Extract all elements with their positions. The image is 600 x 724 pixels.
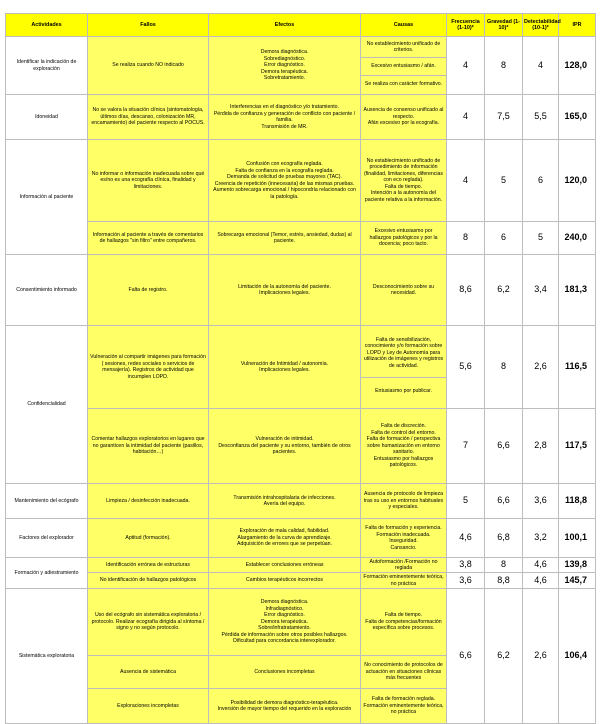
failure-cell: Falta de registro. xyxy=(88,255,209,326)
table-row xyxy=(6,558,596,573)
frequency-cell: 4,6 xyxy=(447,519,485,558)
detectability-cell: 4 xyxy=(523,37,559,95)
header-row xyxy=(6,14,596,37)
failure-cell: Ausencia de sistemática xyxy=(88,656,209,689)
cause-item: Afán excesivo por la ecografía. xyxy=(367,120,440,127)
cause-item: Se realiza con carácter formativo. xyxy=(364,81,443,88)
effects-cell xyxy=(209,689,361,724)
effect-item: Avería del equipo. xyxy=(263,501,306,507)
failure-cell: No informar o información inadecuada sobre qué es/no es una ecografía clínica, finalidad y limitaciones. xyxy=(88,140,209,222)
header-activities: Actividades xyxy=(6,14,88,37)
severity-cell: 8 xyxy=(485,558,523,573)
header-ipr: IPR xyxy=(559,14,596,37)
cause-item: Falta de tiempo. xyxy=(384,183,423,190)
effects-cell xyxy=(209,558,361,573)
cause-item: Excesivo entusiasmo / afán. xyxy=(361,58,446,76)
cause-item: Intención a la autonomía del paciente relativa a la información. xyxy=(364,190,443,203)
cause-item: Falta de formación reglada. xyxy=(371,696,436,703)
detectability-cell: 3,6 xyxy=(523,484,559,519)
severity-cell: 6 xyxy=(485,222,523,255)
failure-cell: Aptitud (formación). xyxy=(88,519,209,558)
severity-cell: 5 xyxy=(485,140,523,222)
severity-cell: 8 xyxy=(485,37,523,95)
failure-cell: Información al paciente a través de comentarios de hallazgos "sin filtro" entre compañeros. xyxy=(88,222,209,255)
table-row xyxy=(6,519,596,558)
effect-item: Sobretratamiento. xyxy=(263,75,306,82)
ipr-cell: 240,0 xyxy=(559,222,596,255)
table-row xyxy=(6,573,596,589)
effect-item: Demanda de solicitud de pruebas mayores (TAC). xyxy=(227,174,342,180)
severity-cell: 6,2 xyxy=(485,255,523,326)
causes-cell xyxy=(361,656,447,689)
failure-cell: No identificación de hallazgos patológicos xyxy=(88,573,209,589)
fmea-table-container xyxy=(5,13,595,724)
effect-item: Sobre/infratratamiento. xyxy=(258,625,311,632)
detectability-cell: 2,8 xyxy=(523,409,559,484)
cause-item: Falta de formación y experiencia. xyxy=(365,525,442,531)
table-row xyxy=(6,326,596,409)
cause-item: Excesivo entusiasmo por hallazgos patológicos y por la docencia; poco tacto. xyxy=(369,228,438,248)
cause-item: Cansancio. xyxy=(390,544,417,551)
severity-cell: 8,8 xyxy=(485,573,523,589)
activity-cell: Sistemática exploratoria xyxy=(6,589,88,724)
effect-item: Infradiagnóstico. xyxy=(265,605,304,612)
effect-item: Desconfianza del paciente y su entorno, también de otros pacientes. xyxy=(218,442,351,456)
causes-cell xyxy=(361,689,447,724)
failure-cell: Limpieza / desinfección inadecuada. xyxy=(88,484,209,519)
effect-item: Creencia de repetición (innecesaria) de las mismas pruebas. xyxy=(214,180,355,187)
severity-cell: 8 xyxy=(485,326,523,409)
effect-item: Error diagnóstico. xyxy=(264,612,305,619)
cause-item: Desconocimiento sobre su necesidad. xyxy=(372,283,435,296)
causes-cell xyxy=(361,484,447,519)
detectability-cell: 2,6 xyxy=(523,589,559,724)
cause-item: Ausencia de consenso unificado al respecto. xyxy=(363,107,444,120)
causes-cell xyxy=(361,519,447,558)
causes-cell xyxy=(361,140,447,222)
frequency-cell: 8,6 xyxy=(447,255,485,326)
causes-cell xyxy=(361,589,447,656)
activity-cell: Consentimiento informado xyxy=(6,255,88,326)
effects-cell xyxy=(209,409,361,484)
detectability-cell: 5,5 xyxy=(523,95,559,140)
frequency-cell: 5,6 xyxy=(447,326,485,409)
severity-cell: 7,5 xyxy=(485,95,523,140)
effects-cell xyxy=(209,95,361,140)
table-body xyxy=(6,37,596,724)
effect-item: Interferencias en el diagnóstico y/o tratamiento. xyxy=(230,104,339,110)
ipr-cell: 139,8 xyxy=(559,558,596,573)
cause-item: Falta de sensibilización, conocimiento y/o formación sobre LOPD y Ley de Autonomía para utilización de imágenes y registros de actividad. xyxy=(361,330,446,378)
cause-item: Formación eminentemente teórica, no práctica xyxy=(363,574,444,587)
ipr-cell: 128,0 xyxy=(559,37,596,95)
cause-item: No establecimiento unificado de procedimiento de información (finalidad, limitaciones, diferencias con eco reglada). xyxy=(363,157,443,184)
effect-item: Cambios terapéuticos incorrectos xyxy=(246,577,323,584)
table-row xyxy=(6,409,596,484)
effects-cell xyxy=(209,326,361,409)
header-detectability: Detectabilidad (10-1)* xyxy=(523,14,559,37)
effects-cell xyxy=(209,573,361,589)
effect-item: Posibilidad de demora diagnóstico-terapéutica. xyxy=(230,699,339,706)
cause-item: Formación eminentemente teórica, no práctica xyxy=(363,702,444,716)
detectability-cell: 3,2 xyxy=(523,519,559,558)
header-frequency: Frecuencia (1-10)* xyxy=(447,14,485,37)
effect-item: Pérdida de confianza y generación de conflicto con paciente / familia. xyxy=(213,110,356,123)
header-effects: Efectos xyxy=(209,14,361,37)
activity-cell: Mantenimiento del ecógrafo xyxy=(6,484,88,519)
failure-cell: Se realiza cuando NO indicado xyxy=(88,37,209,95)
effect-item: Demora diagnóstica. xyxy=(260,49,309,56)
failure-cell: Uso del ecógrafo sin sistemática exploratoria / protocolo. Realizar ecografía dirigida al síntoma / signo y no según protocolo. xyxy=(88,589,209,656)
causes-cell xyxy=(361,37,447,95)
effect-item: Demora terapéutica. xyxy=(261,618,308,625)
cause-item: Autoformación /Formación no reglada xyxy=(369,558,438,571)
frequency-cell: 5 xyxy=(447,484,485,519)
table-row xyxy=(6,37,596,95)
detectability-cell: 2,6 xyxy=(523,326,559,409)
effects-cell xyxy=(209,255,361,326)
effect-item: Error diagnóstico. xyxy=(264,62,305,69)
table-row xyxy=(6,95,596,140)
detectability-cell: 3,4 xyxy=(523,255,559,326)
frequency-cell: 8 xyxy=(447,222,485,255)
ipr-cell: 165,0 xyxy=(559,95,596,140)
cause-item: No conocimiento de protocolos de actuación en situaciones clínicas más frecuentes xyxy=(364,662,443,682)
frequency-cell: 6,6 xyxy=(447,589,485,724)
effect-item: Confusión con ecografía reglada. xyxy=(246,161,323,167)
effects-cell xyxy=(209,589,361,656)
ipr-cell: 116,5 xyxy=(559,326,596,409)
table-header xyxy=(6,14,596,37)
detectability-cell: 4,6 xyxy=(523,558,559,573)
effect-item: Vulneración de intimidad. xyxy=(255,436,314,443)
cause-item: Falta de tiempo. xyxy=(384,612,423,619)
effect-item: Transmisión de MR. xyxy=(261,123,308,130)
severity-cell: 6,8 xyxy=(485,519,523,558)
severity-cell: 6,6 xyxy=(485,484,523,519)
header-failures: Fallos xyxy=(88,14,209,37)
ipr-cell: 145,7 xyxy=(559,573,596,589)
causes-cell xyxy=(361,222,447,255)
effect-item: Exploración de mala calidad, fiabilidad. xyxy=(239,528,330,535)
effect-item: Conclusiones incompletas xyxy=(254,668,315,675)
causes-cell xyxy=(361,95,447,140)
detectability-cell: 4,6 xyxy=(523,573,559,589)
cause-item: Inseguridad. xyxy=(389,538,418,544)
activity-cell: Confidencialidad xyxy=(6,326,88,484)
effects-cell xyxy=(209,222,361,255)
causes-cell xyxy=(361,573,447,589)
cause-item: Falta de control del entorno. xyxy=(371,429,436,436)
frequency-cell: 3,6 xyxy=(447,573,485,589)
table-row xyxy=(6,255,596,326)
effects-cell xyxy=(209,37,361,95)
effect-item: Sobrecarga emocional (Temor, estrés, ansiedad, dudas) al paciente. xyxy=(217,231,352,244)
effect-item: Limitación de la autonomía del paciente. xyxy=(238,283,331,290)
effect-item: Aumento sobrecarga emocional / hipocondría relacionado con la patología. xyxy=(213,187,356,200)
causes-cell xyxy=(361,558,447,573)
ipr-cell: 118,8 xyxy=(559,484,596,519)
severity-cell: 6,2 xyxy=(485,589,523,724)
ipr-cell: 117,5 xyxy=(559,409,596,484)
frequency-cell: 3,8 xyxy=(447,558,485,573)
ipr-cell: 120,0 xyxy=(559,140,596,222)
effect-item: Establecer conclusiones erróneas xyxy=(245,561,324,568)
ipr-cell: 106,4 xyxy=(559,589,596,724)
effect-item: Demora diagnóstica. xyxy=(260,599,309,606)
frequency-cell: 4 xyxy=(447,140,485,222)
failure-cell: No se valora la situación clínica (sintomatología, últimos días, descanso, colonización MR, encamamiento) del paciente respecto al POCUS. xyxy=(88,95,209,140)
cause-item: Ausencia de protocolo de limpieza tras su uso en entornos habituales y especiales. xyxy=(363,491,444,511)
frequency-cell: 4 xyxy=(447,37,485,95)
cause-item: Formación inadecuada. xyxy=(376,531,431,538)
cause-item: Entusiasmo por publicar. xyxy=(375,387,432,394)
cause-item: Falta de competencias/formación específica sobre procesos. xyxy=(365,618,442,632)
effect-item: Transmisión intrahospitalaria de infecciones. xyxy=(233,494,336,501)
activity-cell: Idoneidad xyxy=(6,95,88,140)
frequency-cell: 7 xyxy=(447,409,485,484)
causes-cell xyxy=(361,326,447,409)
table-row xyxy=(6,222,596,255)
activity-cell: Formación y adiestramiento xyxy=(6,558,88,589)
cause-item: Entusiasmo por hallazgos patológicos. xyxy=(373,455,434,469)
effects-cell xyxy=(209,519,361,558)
activity-cell: Información al paciente xyxy=(6,140,88,255)
header-causes: Causas xyxy=(361,14,447,37)
cause-item: No establecimiento unificado de criterios. xyxy=(361,38,446,58)
effect-item: Demora terapéutica. xyxy=(261,68,308,75)
effect-item: Sobrediagnóstico. xyxy=(263,55,306,62)
effect-item: Vulneración de Intimidad / autonomía. xyxy=(240,360,329,367)
header-severity: Gravedad (1-10)* xyxy=(485,14,523,37)
severity-cell: 6,6 xyxy=(485,409,523,484)
detectability-cell: 6 xyxy=(523,140,559,222)
effects-cell xyxy=(209,140,361,222)
failure-cell: Vulneración al compartir imágenes para formación ( sesiones, redes sociales o servicios de mensajería). Registros de actividad que incumplen LOPD. xyxy=(88,326,209,409)
effects-cell xyxy=(209,656,361,689)
table-row xyxy=(6,140,596,222)
effect-item: Adquisición de errores que se perpetúan. xyxy=(237,541,332,548)
failure-cell: Exploraciones incompletas xyxy=(88,689,209,724)
effect-item: Implicaciones legales. xyxy=(259,367,310,373)
ipr-cell: 100,1 xyxy=(559,519,596,558)
failure-cell: Identificación errónea de estructuras xyxy=(88,558,209,573)
table-row xyxy=(6,589,596,656)
ipr-cell: 181,3 xyxy=(559,255,596,326)
effect-item: Falta de confianza en la ecografía reglada. xyxy=(235,167,334,174)
fmea-table xyxy=(5,13,596,724)
cause-item: Falta de formación / perspectiva sobre humanización en entorno sanitario. xyxy=(366,436,441,456)
activity-cell: Factores del explorador xyxy=(6,519,88,558)
effects-cell xyxy=(209,484,361,519)
detectability-cell: 5 xyxy=(523,222,559,255)
causes-cell xyxy=(361,409,447,484)
effect-item: Pérdida de información sobre otros posibles hallazgos. Dificultad para concordancia interexplorador. xyxy=(221,631,348,645)
frequency-cell: 4 xyxy=(447,95,485,140)
effect-item: Inversión de mayor tiempo del requerido en la exploración xyxy=(217,706,352,712)
effect-item: Alargamiento de la curva de aprendizaje. xyxy=(237,534,332,541)
activity-cell: Identificar la indicación de exploración xyxy=(6,37,88,95)
failure-cell: Comentar hallazgos exploratorios en lugares que no garanticen la intimidad del paciente (pasillos, habitación…) xyxy=(88,409,209,484)
cause-item: Falta de discreción. xyxy=(381,423,426,430)
table-row xyxy=(6,484,596,519)
effect-item: Implicaciones legales. xyxy=(259,290,310,296)
causes-cell xyxy=(361,255,447,326)
